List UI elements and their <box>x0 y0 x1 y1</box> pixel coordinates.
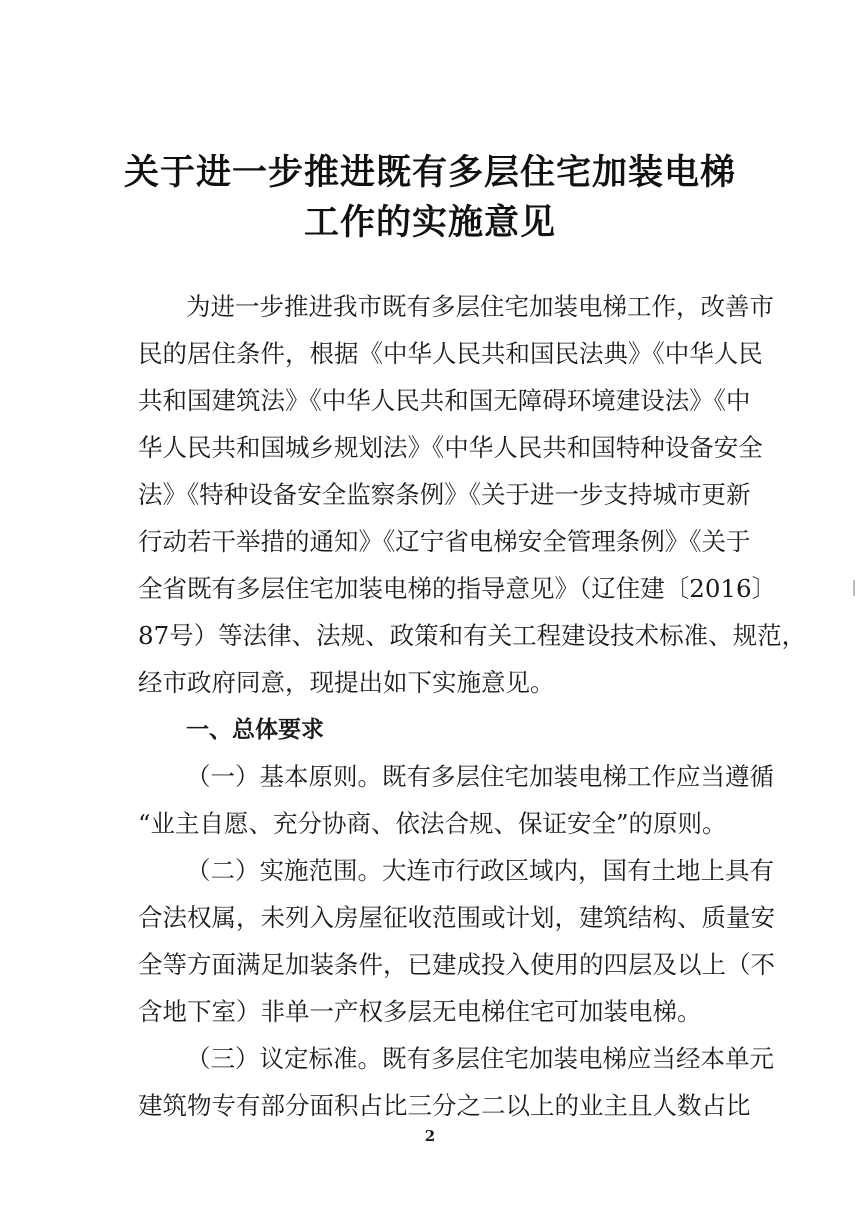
item-3-line: （三）议定标准。既有多层住宅加装电梯应当经本单元 <box>186 1044 774 1073</box>
item-3-line: 建筑物专有部分面积占比三分之二以上的业主且人数占比 <box>138 1091 751 1120</box>
intro-paragraph-line: 全省既有多层住宅加装电梯的指导意见》（辽住建〔2016〕 <box>138 574 777 603</box>
intro-paragraph-line: 华人民共和国城乡规划法》《中华人民共和国特种设备安全 <box>138 433 763 462</box>
intro-paragraph-line: 为进一步推进我市既有多层住宅加装电梯工作，改善市 <box>186 292 774 321</box>
page-number: 2 <box>424 1127 436 1145</box>
intro-paragraph-line: 行动若干举措的通知》《辽宁省电梯安全管理条例》《关于 <box>138 527 751 556</box>
intro-paragraph-line: 经市政府同意，现提出如下实施意见。 <box>138 668 555 697</box>
section-heading: 一、总体要求 <box>186 717 324 743</box>
intro-paragraph-line: 民的居住条件，根据《中华人民共和国民法典》《中华人民 <box>138 339 763 368</box>
item-2-line: 合法权属，未列入房屋征收范围或计划，建筑结构、质量安 <box>138 903 775 932</box>
intro-paragraph-line: 87号）等法律、法规、政策和有关工程建设技术标准、规范， <box>138 621 807 650</box>
document-title-line-2: 工作的实施意见 <box>303 203 556 243</box>
intro-paragraph-line: 法》《特种设备安全监察条例》《关于进一步支持城市更新 <box>138 480 751 509</box>
item-1-line: “业主自愿、充分协商、依法合规、保证安全”的原则。 <box>138 809 727 838</box>
scan-edge-mark <box>853 580 855 596</box>
item-1-line: （一）基本原则。既有多层住宅加装电梯工作应当遵循 <box>186 762 774 791</box>
intro-paragraph-line: 共和国建筑法》《中华人民共和国无障碍环境建设法》《中 <box>138 386 751 415</box>
item-2-line: 含地下室）非单一产权多层无电梯住宅可加装电梯。 <box>138 997 702 1026</box>
item-2-line: 全等方面满足加装条件，已建成投入使用的四层及以上（不 <box>138 950 775 979</box>
document-title-line-1: 关于进一步推进既有多层住宅加装电梯 <box>123 153 736 193</box>
item-2-line: （二）实施范围。大连市行政区域内，国有土地上具有 <box>186 856 774 885</box>
